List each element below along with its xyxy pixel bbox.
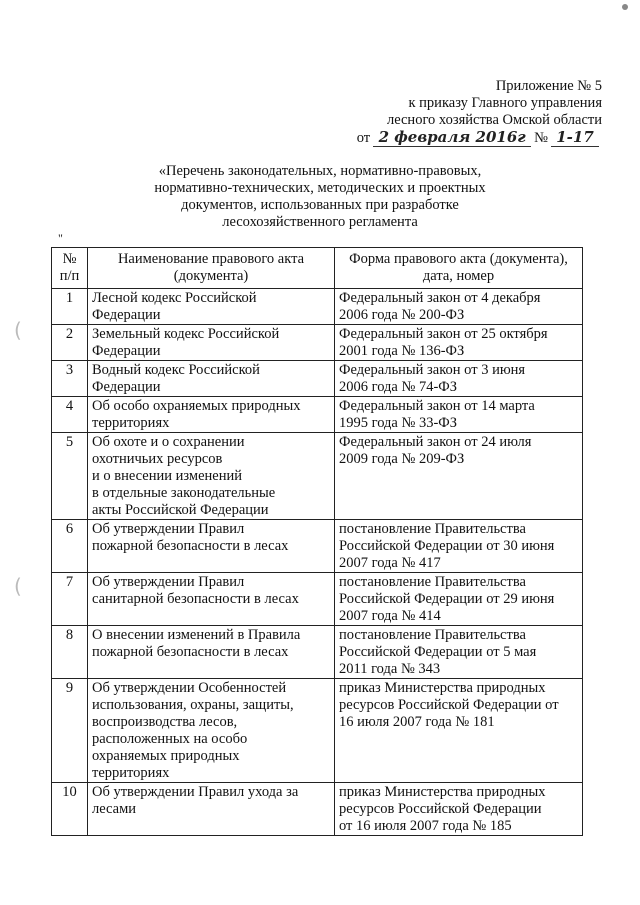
title-line-2: нормативно-технических, методических и проектных xyxy=(154,180,486,196)
scan-dot-mark xyxy=(622,4,628,10)
header-form: Форма правового акта (документа), дата, номер xyxy=(335,248,583,289)
handwritten-date: 2 февраля 2016г xyxy=(373,129,531,147)
row-form: приказ Министерства природных ресурсов Российской Федерации от 16 июля 2007 года № 181 xyxy=(335,679,583,783)
title-line-3: документов, использованных при разработке xyxy=(181,197,459,213)
row-form: Федеральный закон от 4 декабря 2006 года № 200-ФЗ xyxy=(335,289,583,325)
document-title xyxy=(110,163,530,231)
row-form: приказ Министерства природных ресурсов Российской Федерации от 16 июля 2007 года № 185 xyxy=(335,783,583,836)
header-name: Наименование правового акта (документа) xyxy=(88,248,335,289)
row-num: 3 xyxy=(52,361,88,397)
row-num: 9 xyxy=(52,679,88,783)
row-form: постановление Правительства Российской Федерации от 29 июня 2007 года № 414 xyxy=(335,573,583,626)
appendix-order-ref: к приказу Главного управления xyxy=(408,95,602,111)
row-form: Федеральный закон от 25 октября 2001 года № 136-ФЗ xyxy=(335,325,583,361)
row-name: Об охоте и о сохранении охотничьих ресурсов и о внесении изменений в отдельные законодательные акты Российской Федерации xyxy=(88,433,335,520)
appendix-header xyxy=(302,78,602,147)
row-num: 10 xyxy=(52,783,88,836)
table-row xyxy=(52,289,583,325)
row-num: 1 xyxy=(52,289,88,325)
title-line-1: «Перечень законодательных, нормативно-правовых, xyxy=(158,163,482,179)
appendix-date-line xyxy=(302,129,602,147)
documents-table xyxy=(51,247,583,836)
appendix-authority: лесного хозяйства Омской области xyxy=(386,112,602,128)
row-form: постановление Правительства Российской Федерации от 30 июня 2007 года № 417 xyxy=(335,520,583,573)
table-row xyxy=(52,626,583,679)
row-form: Федеральный закон от 3 июня 2006 года № 74-ФЗ xyxy=(335,361,583,397)
table-row xyxy=(52,679,583,783)
row-name: О внесении изменений в Правила пожарной безопасности в лесах xyxy=(88,626,335,679)
table-row xyxy=(52,325,583,361)
row-form: Федеральный закон от 14 марта 1995 года № 33-ФЗ xyxy=(335,397,583,433)
row-name: Об утверждении Правил санитарной безопасности в лесах xyxy=(88,573,335,626)
table-row xyxy=(52,573,583,626)
row-name: Об утверждении Правил ухода за лесами xyxy=(88,783,335,836)
date-prefix: от xyxy=(356,130,371,146)
row-name: Об утверждении Правил пожарной безопасности в лесах xyxy=(88,520,335,573)
row-num: 4 xyxy=(52,397,88,433)
row-num: 2 xyxy=(52,325,88,361)
table-row xyxy=(52,433,583,520)
title-line-4: лесохозяйственного регламента xyxy=(222,214,418,230)
scan-hole-mark-lower: ( xyxy=(14,574,22,598)
table-header-row xyxy=(52,248,583,289)
row-name: Земельный кодекс Российской Федерации xyxy=(88,325,335,361)
scan-hole-mark-upper: ( xyxy=(14,318,22,342)
row-name: Лесной кодекс Российской Федерации xyxy=(88,289,335,325)
table-row xyxy=(52,520,583,573)
open-quote-mark: " xyxy=(58,231,63,245)
number-prefix: № xyxy=(534,130,548,146)
row-name: Водный кодекс Российской Федерации xyxy=(88,361,335,397)
row-num: 5 xyxy=(52,433,88,520)
row-num: 7 xyxy=(52,573,88,626)
table-row xyxy=(52,397,583,433)
row-num: 8 xyxy=(52,626,88,679)
table-row xyxy=(52,783,583,836)
row-name: Об утверждении Особенностей использования, охраны, защиты, воспроизводства лесов, расположенных на особо охраняемых природных территориях xyxy=(88,679,335,783)
row-form: Федеральный закон от 24 июля 2009 года № 209-ФЗ xyxy=(335,433,583,520)
row-name: Об особо охраняемых природных территориях xyxy=(88,397,335,433)
header-num: № п/п xyxy=(52,248,88,289)
handwritten-order-number: 1-17 xyxy=(551,129,599,147)
appendix-number: Приложение № 5 xyxy=(495,78,602,94)
table-row xyxy=(52,361,583,397)
row-num: 6 xyxy=(52,520,88,573)
row-form: постановление Правительства Российской Федерации от 5 мая 2011 года № 343 xyxy=(335,626,583,679)
